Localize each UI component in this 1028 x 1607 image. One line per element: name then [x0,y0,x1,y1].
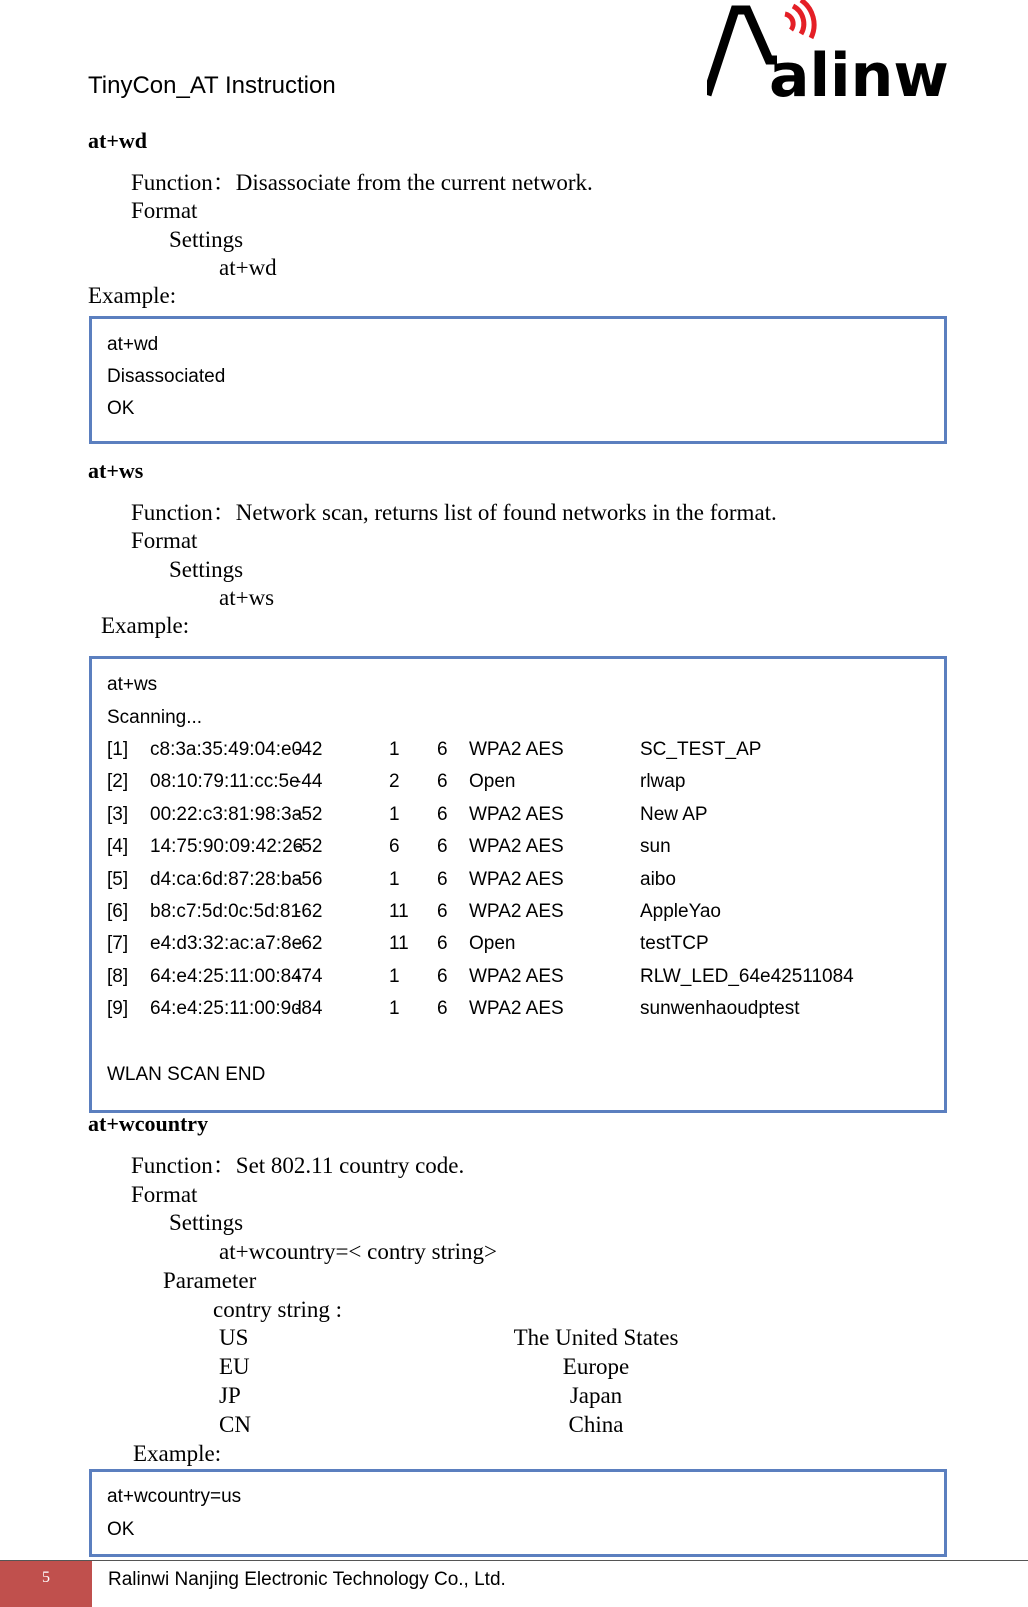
scan-mode: 6 [437,901,448,922]
scan-mode: 6 [437,803,448,825]
scan-ssid: sunwenhaoudptest [640,998,800,1020]
scan-rssi: -56 [295,868,323,890]
wd-example-line: OK [107,398,135,419]
scan-security: WPA2 AES [469,901,564,922]
scan-bssid: b8:c7:5d:0c:5d:81 [150,901,302,922]
scan-security: WPA2 AES [469,836,564,858]
scan-bssid: 64:e4:25:11:00:9d [150,998,302,1020]
scan-ssid: SC_TEST_AP [640,739,762,760]
scan-rssi: -52 [295,803,323,825]
scan-channel: 2 [389,771,400,793]
scan-index: [7] [107,933,129,955]
ws-scan-end: WLAN SCAN END [107,1064,266,1085]
scan-mode: 6 [437,771,448,793]
country-code: EU [219,1354,250,1379]
scan-security: WPA2 AES [469,803,564,825]
scan-bssid: e4:d3:32:ac:a7:8e [150,933,303,955]
wd-function: Function：Disassociate from the current network. [131,170,593,195]
scan-channel: 11 [389,933,409,955]
wcountry-example-line: OK [107,1519,135,1540]
ws-example-box [89,656,947,1113]
ws-example-label: Example: [101,613,190,638]
scan-channel: 6 [389,836,400,858]
page-number: 5 [0,1561,92,1607]
scan-mode: 6 [437,836,448,858]
wcountry-command: at+wcountry=< contry string> [219,1239,497,1264]
scan-index: [2] [107,771,129,793]
scan-channel: 1 [389,998,400,1020]
scan-security: WPA2 AES [469,965,564,987]
scan-bssid: d4:ca:6d:87:28:ba [150,868,303,890]
scan-rssi: -74 [295,965,323,987]
scan-rssi: -62 [295,901,323,922]
scan-security: WPA2 AES [469,868,564,890]
scan-channel: 1 [389,803,400,825]
wcountry-parameter-label: Parameter [163,1268,257,1293]
scan-index: [6] [107,901,129,922]
scan-security: WPA2 AES [469,739,564,760]
wcountry-function: Function：Set 802.11 country code. [131,1153,465,1178]
wd-example-line: at+wd [107,334,159,355]
country-code: US [219,1325,249,1350]
scan-channel: 1 [389,868,400,890]
scan-index: [5] [107,868,129,890]
scan-channel: 1 [389,739,400,760]
page-title: TinyCon_AT Instruction [88,72,336,99]
scan-rssi: -42 [295,739,323,760]
scan-security: Open [469,771,516,793]
ws-example-line: Scanning... [107,707,203,728]
wifi-signal-icon [785,0,814,38]
wd-example-line: Disassociated [107,366,226,387]
scan-rssi: -52 [295,836,323,858]
scan-channel: 1 [389,965,400,987]
scan-mode: 6 [437,868,448,890]
wcountry-example-box [89,1469,947,1557]
scan-rssi: -84 [295,998,323,1020]
scan-index: [4] [107,836,129,858]
scan-bssid: 08:10:79:11:cc:5e [150,771,300,793]
wd-settings-label: Settings [169,227,244,252]
scan-ssid: RLW_LED_64e42511084 [640,965,854,987]
wd-example-box [89,316,947,444]
wcountry-heading: at+wcountry [88,1111,209,1136]
scan-ssid: New AP [640,803,708,825]
ws-heading: at+ws [88,458,144,483]
scan-ssid: AppleYao [640,901,721,922]
wcountry-param-name: contry string : [213,1297,343,1322]
wd-example-label: Example: [88,283,177,308]
scan-bssid: c8:3a:35:49:04:e0 [150,739,303,760]
company-logo [707,0,952,100]
scan-mode: 6 [437,965,448,987]
wcountry-example-label: Example: [133,1441,222,1466]
scan-bssid: 00:22:c3:81:98:3a [150,803,303,825]
scan-bssid: 64:e4:25:11:00:84 [150,965,302,987]
scan-security: WPA2 AES [469,998,564,1020]
scan-ssid: rlwap [640,771,686,793]
scan-mode: 6 [437,998,448,1020]
scan-security: Open [469,933,516,955]
scan-ssid: testTCP [640,933,709,955]
country-name: Europe [562,1354,630,1379]
wd-command: at+wd [219,255,277,280]
country-name: Japan [569,1383,623,1408]
scan-rssi: -62 [295,933,323,955]
wcountry-example-line: at+wcountry=us [107,1486,242,1507]
scan-channel: 11 [389,901,409,922]
scan-index: [9] [107,998,129,1020]
footer-divider [0,1560,1028,1561]
wcountry-settings-label: Settings [169,1210,244,1235]
scan-index: [1] [107,739,129,760]
ws-format-label: Format [131,528,198,553]
country-code: CN [219,1412,251,1437]
scan-mode: 6 [437,739,448,760]
footer-company: Ralinwi Nanjing Electronic Technology Co., Ltd. [108,1569,506,1590]
country-name: China [568,1412,624,1437]
ws-command: at+ws [219,585,275,610]
wd-format-label: Format [131,198,198,223]
scan-index: [3] [107,803,129,825]
wcountry-format-label: Format [131,1182,198,1207]
svg-text:alinwi: alinwi [769,41,952,100]
country-code: JP [219,1383,241,1408]
scan-index: [8] [107,965,129,987]
ws-example-line: at+ws [107,674,158,695]
ws-settings-label: Settings [169,557,244,582]
wd-heading: at+wd [88,128,147,153]
scan-ssid: aibo [640,868,676,890]
ws-function: Function：Network scan, returns list of found networks in the format. [131,500,777,525]
scan-rssi: -44 [295,771,323,793]
country-name: The United States [513,1325,679,1350]
scan-ssid: sun [640,836,671,858]
scan-mode: 6 [437,933,448,955]
scan-bssid: 14:75:90:09:42:26 [150,836,304,858]
